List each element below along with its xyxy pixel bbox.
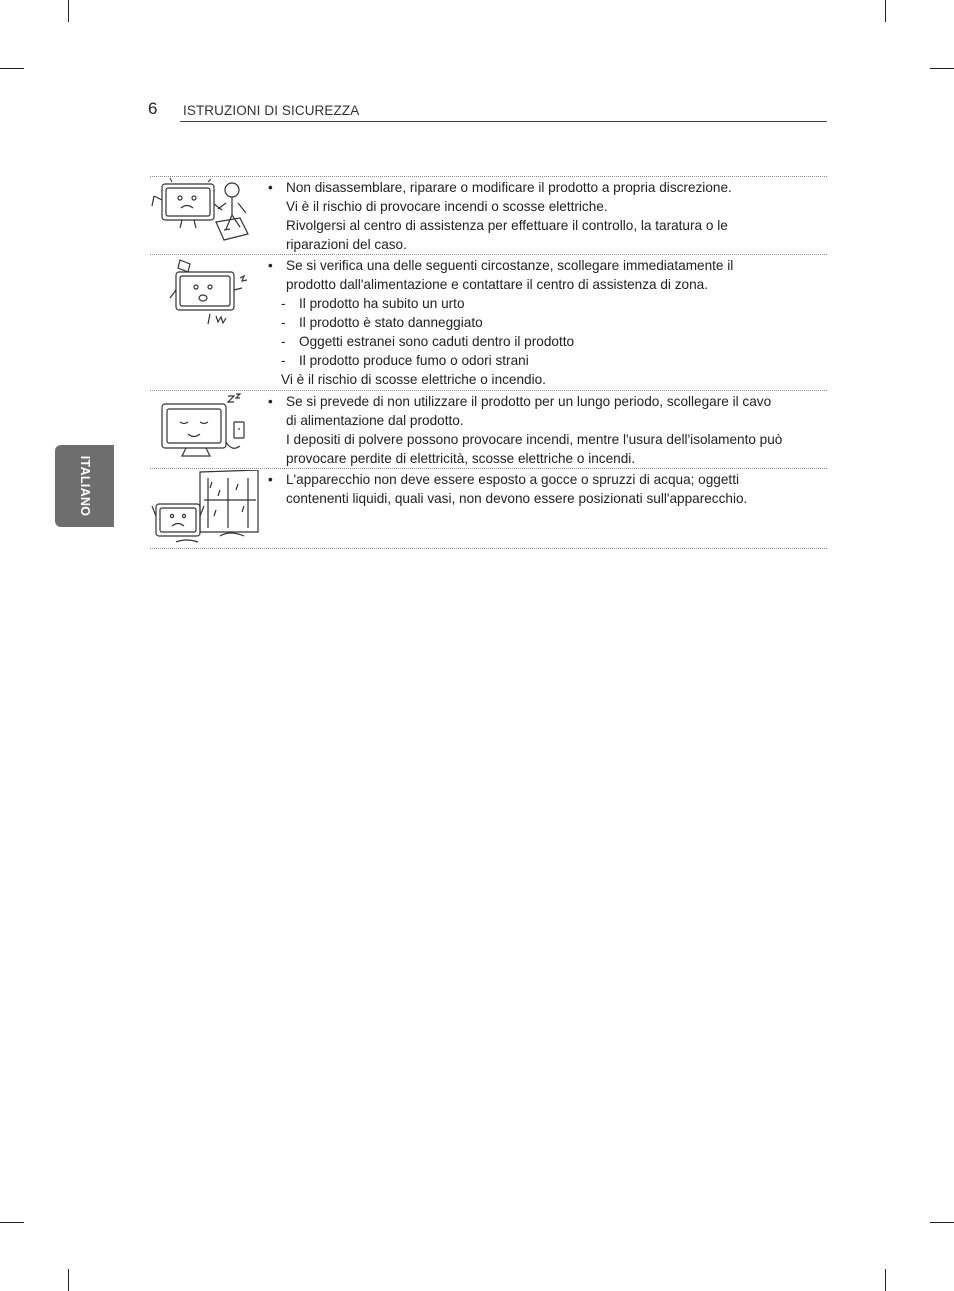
text-line: riparazioni del caso. [286, 237, 407, 252]
bullet-line: • Se si verifica una delle seguenti circostanze, scollegare immediatamente il [268, 258, 734, 273]
note-line: Vi è il rischio di scosse elettriche o incendio. [281, 372, 546, 387]
row-text [268, 177, 827, 254]
bullet-mark: • [268, 180, 273, 195]
bullet-line: • L'apparecchio non deve essere esposto a gocce o spruzzi di acqua; oggetti [268, 472, 739, 487]
text-line: di alimentazione dal prodotto. [286, 413, 464, 428]
bullet-mark: • [268, 258, 273, 273]
bullet-line: • Se si prevede di non utilizzare il prodotto per un lungo periodo, scollegare il cavo [268, 394, 772, 409]
text-line: Rivolgersi al centro di assistenza per effettuare il controllo, la taratura o le [286, 218, 728, 233]
tv-water-rain-icon [150, 470, 262, 548]
safety-row [150, 391, 827, 469]
dash-mark: - [281, 334, 286, 349]
bullet-mark: • [268, 394, 273, 409]
dash-item: - Oggetti estranei sono caduti dentro il prodotto [281, 334, 575, 349]
tv-damaged-spark-icon [150, 256, 262, 328]
language-tab-label: ITALIANO [77, 455, 92, 517]
crop-mark [930, 1222, 954, 1223]
crop-mark [0, 68, 24, 69]
dash-mark: - [281, 296, 286, 311]
crop-mark [930, 68, 954, 69]
page-number: 6 [148, 99, 158, 118]
crop-mark [885, 0, 886, 22]
bullet-line: • Non disassemblare, riparare o modificare il prodotto a propria discrezione. [268, 180, 732, 195]
header-rule [180, 121, 827, 122]
dash-mark: - [281, 353, 286, 368]
crop-mark [885, 1269, 886, 1291]
dash-item: - Il prodotto produce fumo o odori strani [281, 353, 529, 368]
dash-item: - Il prodotto è stato danneggiato [281, 315, 483, 330]
text-line: I depositi di polvere possono provocare incendi, mentre l'usura dell'isolamento può [286, 432, 783, 447]
text-line: Vi è il rischio di provocare incendi o scosse elettriche. [286, 199, 608, 214]
section-title: ISTRUZIONI DI SICUREZZA [183, 103, 360, 118]
text-line: contenenti liquidi, quali vasi, non devono essere posizionati sull'apparecchio. [286, 491, 748, 506]
safety-row [150, 255, 827, 391]
bullet-mark: • [268, 472, 273, 487]
crop-mark [68, 1269, 69, 1291]
crop-mark [0, 1222, 24, 1223]
language-tab [55, 445, 114, 527]
dash-mark: - [281, 315, 286, 330]
crop-mark [68, 0, 69, 22]
text-line: prodotto dall'alimentazione e contattare il centro di assistenza di zona. [286, 277, 708, 292]
safety-row [150, 177, 827, 255]
text-line: provocare perdite di elettricità, scosse elettriche o incendi. [286, 451, 636, 466]
row-text [268, 469, 827, 508]
safety-row [150, 469, 827, 549]
row-text [268, 255, 827, 389]
dash-item: - Il prodotto ha subito un urto [281, 296, 465, 311]
safety-instructions-list [150, 176, 827, 549]
row-text [268, 391, 827, 468]
tv-sleeping-unplugged-icon [150, 392, 262, 464]
tv-repair-person-icon [150, 178, 262, 248]
